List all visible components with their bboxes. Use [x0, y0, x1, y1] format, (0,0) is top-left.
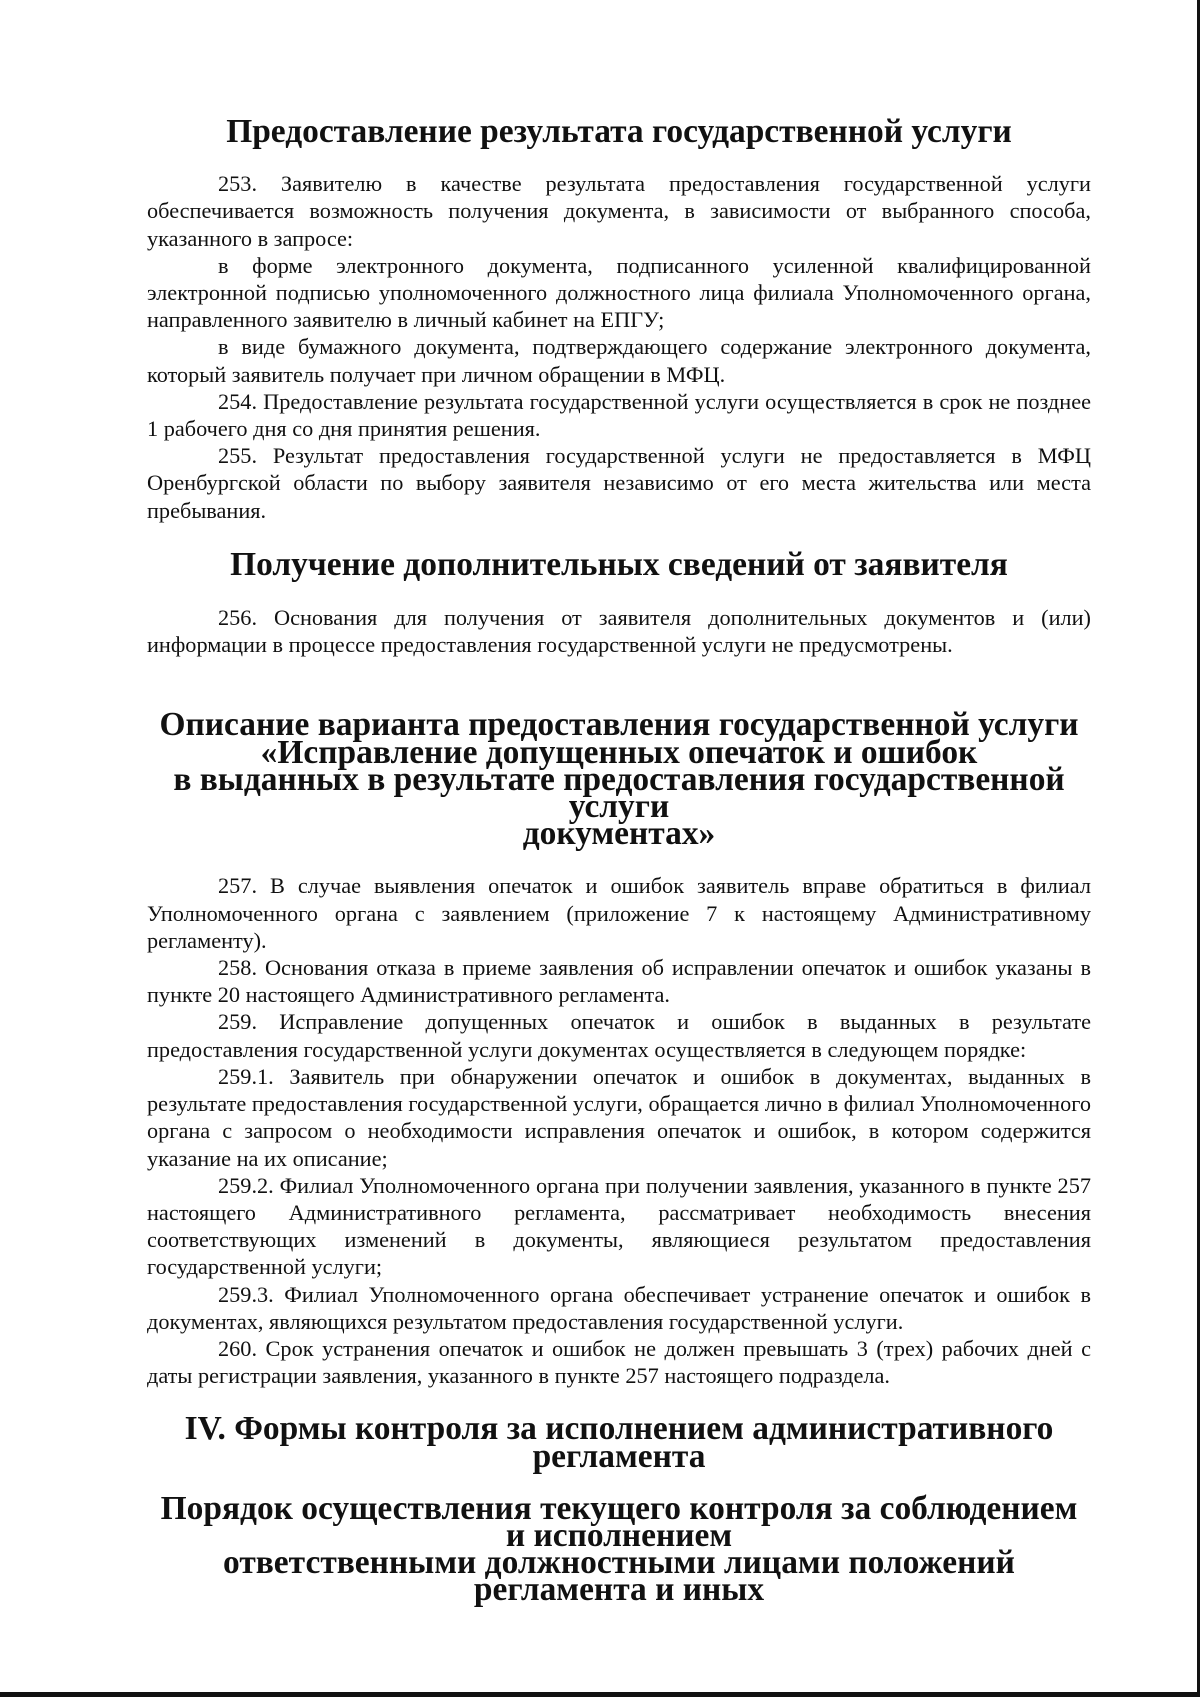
paragraph-259-2: 259.2. Филиал Уполномоченного органа при получении заявления, указанного в пункте 257 настоящего Административного регламента, рассматривает необходимость внесения соответствующих изменений в документы, являющиеся результатом предоставления государственной услуги; [147, 1172, 1091, 1280]
heading-variant-line-2: «Исправление допущенных опечаток и ошибок [260, 733, 978, 771]
paragraph-253-electronic: в форме электронного документа, подписанного усиленной квалифицированной электронной подписью уполномоченного должностного лица филиала Уполномоченного органа, направленного заявителю в личный кабинет на ЕПГУ; [147, 252, 1091, 333]
heading-variant-correction [147, 706, 1091, 853]
heading-variant-line-1: Описание варианта предоставления государственной услуги [159, 706, 1079, 744]
paragraph-260: 260. Срок устранения опечаток и ошибок не должен превышать 3 (трех) рабочих дней с даты регистрации заявления, указанного в пункте 257 настоящего подраздела. [147, 1335, 1091, 1389]
paragraph-255: 255. Результат предоставления государственной услуги не предоставляется в МФЦ Оренбургской области по выбору заявителя независимо от его места жительства или места пребывания. [147, 443, 1091, 523]
heading-additional-info: Получение дополнительных сведений от заявителя [230, 545, 1008, 583]
heading-control-line-1: Порядок осуществления текущего контроля за соблюдением и исполнением [160, 1489, 1078, 1554]
paragraph-257: 257. В случае выявления опечаток и ошибок заявитель вправе обратиться в филиал Уполномоченного органа с заявлением (приложение 7 к настоящему Административному регламенту). [147, 873, 1091, 953]
heading-current-control [147, 1489, 1091, 1609]
paragraph-256: 256. Основания для получения от заявителя дополнительных документов и (или) информации в процессе предоставления государственной услуги не предусмотрены. [147, 605, 1091, 658]
scan-border-bottom [0, 1692, 1200, 1697]
heading-section-iv: IV. Формы контроля за исполнением административного регламента [184, 1410, 1054, 1475]
paragraph-259: 259. Исправление допущенных опечаток и ошибок в выданных в результате предоставления государственной услуги документах осуществляется в следующем порядке: [147, 1009, 1091, 1062]
paragraph-253-paper: в виде бумажного документа, подтверждающего содержание электронного документа, который заявитель получает при личном обращении в МФЦ. [147, 334, 1091, 387]
document-body [147, 113, 1091, 1609]
paragraph-259-1: 259.1. Заявитель при обнаружении опечаток и ошибок в документах, выданных в результате предоставления государственной услуги, обращается лично в филиал Уполномоченного органа с запросом о необходимости исправления опечаток и ошибок, в котором содержится указание на их описание; [147, 1063, 1091, 1171]
heading-variant-line-3: в выданных в результате предоставления государственной услуги [173, 760, 1065, 826]
paragraph-258: 258. Основания отказа в приеме заявления об исправлении опечаток и ошибок указаны в пункте 20 настоящего Административного регламента. [147, 955, 1091, 1008]
paragraph-254: 254. Предоставление результата государственной услуги осуществляется в срок не позднее 1 рабочего дня со дня принятия решения. [147, 388, 1091, 442]
paragraph-253: 253. Заявителю в качестве результата предоставления государственной услуги обеспечивается возможность получения документа, в зависимости от выбранного способа, указанного в запросе: [147, 171, 1091, 251]
paragraph-259-3: 259.3. Филиал Уполномоченного органа обеспечивает устранение опечаток и ошибок в документах, являющихся результатом предоставления государственной услуги. [147, 1281, 1091, 1334]
heading-variant-line-4: документах» [522, 815, 716, 853]
heading-control-line-2: ответственными должностными лицами положений регламента и иных [223, 1544, 1015, 1609]
heading-result-provision: Предоставление результата государственной услуги [226, 113, 1012, 150]
